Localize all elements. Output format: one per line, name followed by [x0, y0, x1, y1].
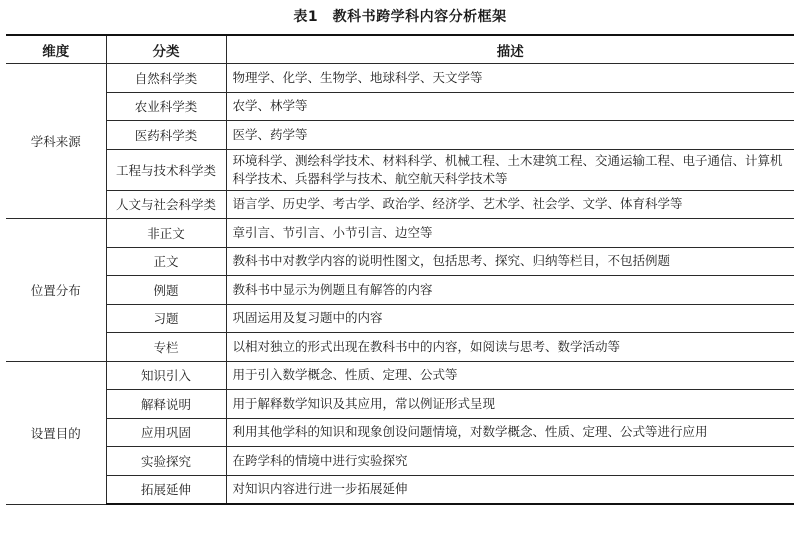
table-row — [6, 190, 794, 219]
description-cell: 医学、药学等 — [226, 121, 794, 150]
description-cell: 章引言、节引言、小节引言、边空等 — [226, 219, 794, 248]
table-row — [6, 333, 794, 362]
description-cell: 对知识内容进行进一步拓展延伸 — [226, 475, 794, 504]
table-row — [6, 361, 794, 390]
table-row — [6, 475, 794, 504]
category-cell: 解释说明 — [106, 390, 226, 419]
description-cell: 物理学、化学、生物学、地球科学、天文学等 — [226, 64, 794, 93]
category-cell: 实验探究 — [106, 447, 226, 476]
category-cell: 非正文 — [106, 219, 226, 248]
header-description: 描述 — [226, 35, 794, 64]
category-cell: 医药科学类 — [106, 121, 226, 150]
table-row — [6, 121, 794, 150]
header-dimension: 维度 — [6, 35, 106, 64]
dimension-cell: 位置分布 — [6, 219, 106, 362]
description-cell: 在跨学科的情境中进行实验探究 — [226, 447, 794, 476]
category-cell: 习题 — [106, 304, 226, 333]
category-cell: 拓展延伸 — [106, 475, 226, 504]
dimension-cell: 设置目的 — [6, 361, 106, 504]
category-cell: 正文 — [106, 247, 226, 276]
category-cell: 专栏 — [106, 333, 226, 362]
table-row — [6, 64, 794, 93]
category-cell: 人文与社会科学类 — [106, 190, 226, 219]
table-row — [6, 149, 794, 190]
table-row — [6, 390, 794, 419]
description-cell: 教科书中对教学内容的说明性图文，包括思考、探究、归纳等栏目，不包括例题 — [226, 247, 794, 276]
category-cell: 例题 — [106, 276, 226, 305]
description-cell: 以相对独立的形式出现在教科书中的内容，如阅读与思考、数学活动等 — [226, 333, 794, 362]
description-cell: 用于引入数学概念、性质、定理、公式等 — [226, 361, 794, 390]
description-cell: 语言学、历史学、考古学、政治学、经济学、艺术学、社会学、文学、体育科学等 — [226, 190, 794, 219]
table-row — [6, 447, 794, 476]
description-cell: 农学、林学等 — [226, 92, 794, 121]
dimension-cell: 学科来源 — [6, 64, 106, 219]
table-row — [6, 219, 794, 248]
description-cell: 环境科学、测绘科学技术、材料科学、机械工程、土木建筑工程、交通运输工程、电子通信、计算机科学技术、兵器科学与技术、航空航天科学技术等 — [226, 149, 794, 190]
table-row — [6, 276, 794, 305]
table-row — [6, 247, 794, 276]
category-cell: 应用巩固 — [106, 418, 226, 447]
table-row — [6, 304, 794, 333]
description-cell: 巩固运用及复习题中的内容 — [226, 304, 794, 333]
header-category: 分类 — [106, 35, 226, 64]
framework-table — [6, 34, 794, 505]
table-caption: 表1 教科书跨学科内容分析框架 — [293, 9, 507, 25]
table-row — [6, 418, 794, 447]
category-cell: 自然科学类 — [106, 64, 226, 93]
category-cell: 农业科学类 — [106, 92, 226, 121]
category-cell: 知识引入 — [106, 361, 226, 390]
table-row — [6, 92, 794, 121]
category-cell: 工程与技术科学类 — [106, 149, 226, 190]
description-cell: 用于解释数学知识及其应用，常以例证形式呈现 — [226, 390, 794, 419]
description-cell: 教科书中显示为例题且有解答的内容 — [226, 276, 794, 305]
description-cell: 利用其他学科的知识和现象创设问题情境，对数学概念、性质、定理、公式等进行应用 — [226, 418, 794, 447]
header-row — [6, 35, 794, 64]
